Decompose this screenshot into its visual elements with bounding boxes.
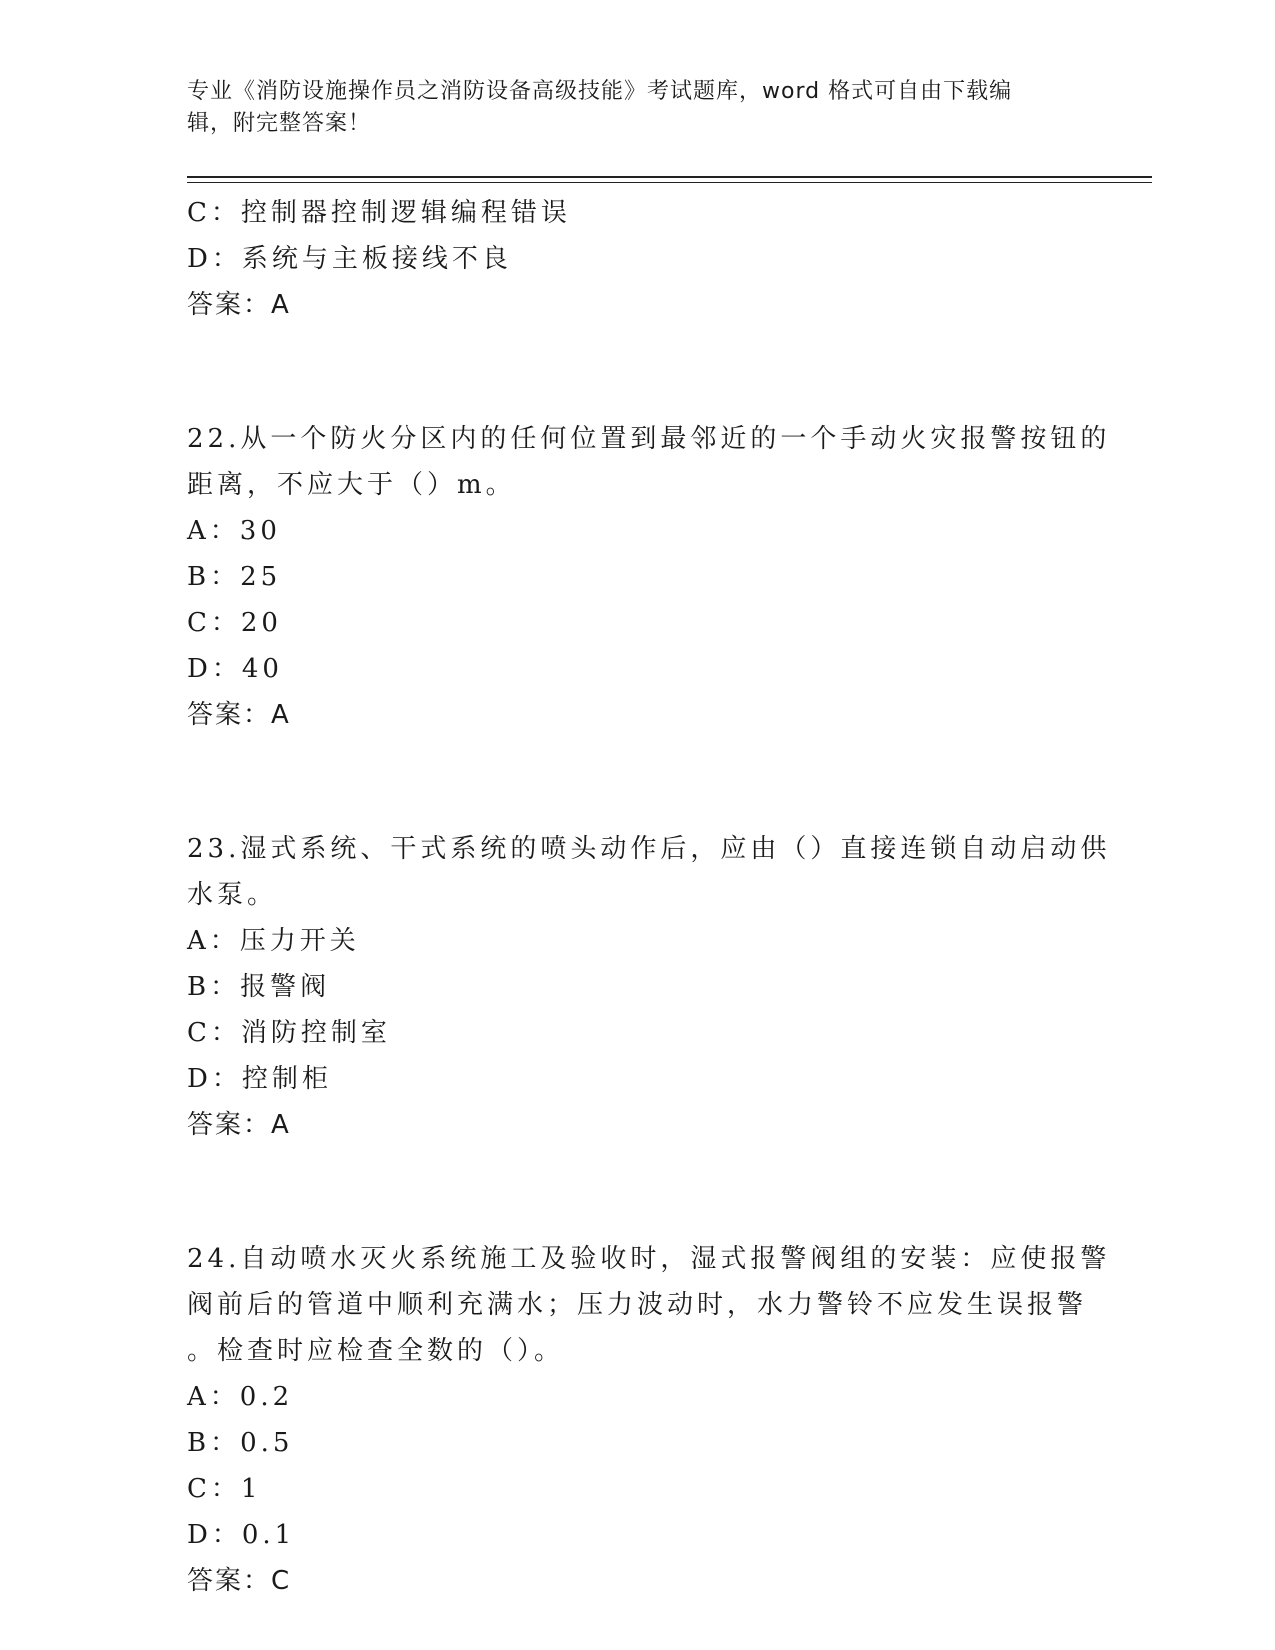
answer-line: 答案：A [187,700,291,730]
header-rule-thin [187,182,1152,183]
question-21-tail [187,190,1087,328]
question-stem-line: 22.从一个防火分区内的任何位置到最邻近的一个手动火灾报警按钮的 [187,424,1111,454]
option-a: A：30 [187,516,281,546]
header-line-2: 辑，附完整答案！ [187,111,372,136]
question-23 [187,826,1111,1148]
option-c: C：20 [187,608,282,638]
option-c: C：1 [187,1474,262,1504]
answer-line: 答案：C [187,1566,292,1596]
header-rule-thick [187,176,1152,178]
question-stem-line: 24.自动喷水灭火系统施工及验收时，湿式报警阀组的安装：应使报警 [187,1244,1111,1274]
option-b: B：25 [187,562,282,592]
question-stem-line: 水泵。 [187,880,278,910]
option-c: C：消防控制室 [187,1018,391,1048]
option-a: A：0.2 [187,1382,294,1412]
question-22 [187,416,1111,738]
question-stem-line: 23.湿式系统、干式系统的喷头动作后，应由（）直接连锁自动启动供 [187,834,1111,864]
question-stem-line: 阀前后的管道中顺利充满水；压力波动时，水力警铃不应发生误报警 [187,1290,1088,1320]
option-c: C：控制器控制逻辑编程错误 [187,198,571,228]
option-d: D：控制柜 [187,1064,332,1094]
option-a: A：压力开关 [187,926,360,956]
answer-line: 答案：A [187,1110,291,1140]
option-b: B：0.5 [187,1428,294,1458]
option-d: D：系统与主板接线不良 [187,244,512,274]
option-b: B：报警阀 [187,972,331,1002]
question-stem-line: 距离，不应大于（）m。 [187,470,516,500]
document-header [187,76,1087,140]
question-list [187,190,1111,1604]
option-d: D：0.1 [187,1520,296,1550]
question-stem-line: 。检查时应检查全数的（）。 [187,1336,565,1366]
option-d: D：40 [187,654,283,684]
question-24 [187,1236,1111,1604]
header-line-1: 专业《消防设施操作员之消防设备高级技能》考试题库，word 格式可自由下载编 [187,79,1013,104]
answer-line: 答案：A [187,290,291,320]
